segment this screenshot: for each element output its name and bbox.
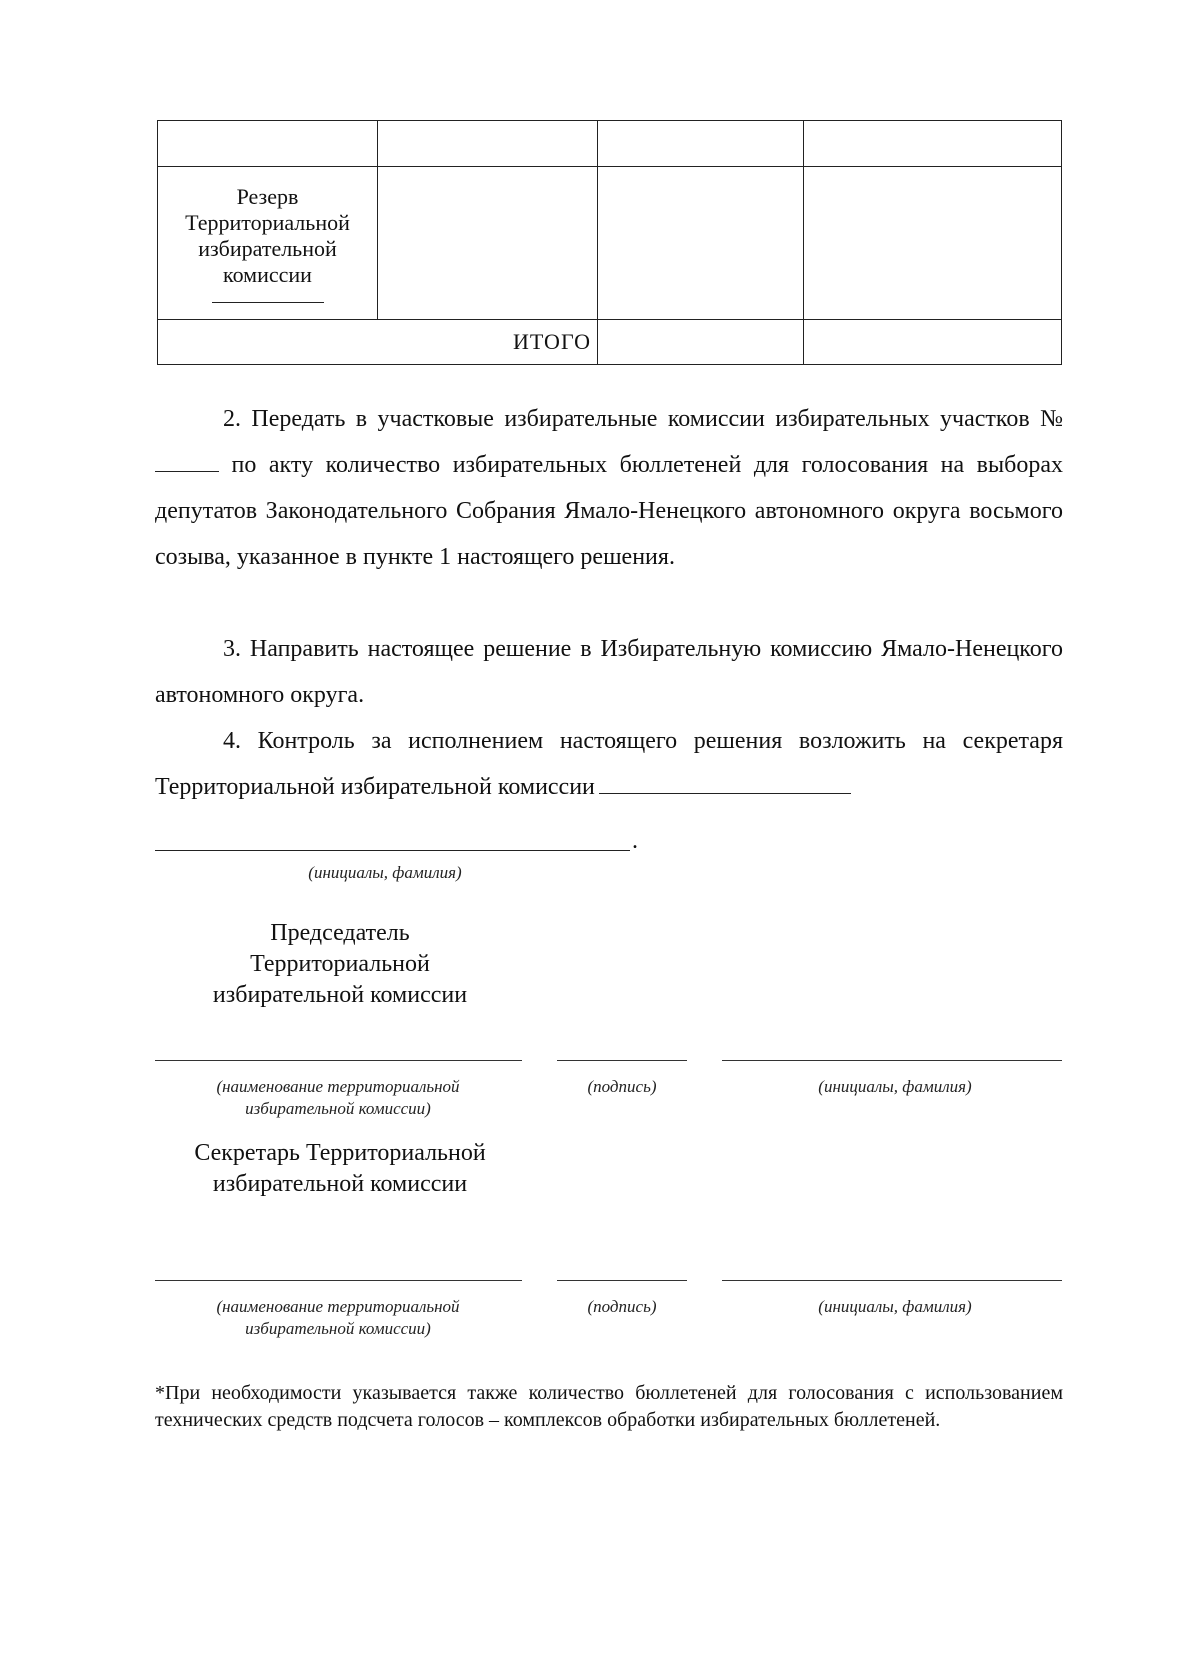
- chairman-caption-commission: (наименование территориальной избирательной комиссии): [216, 1077, 460, 1118]
- secretary-caption-initials: (инициалы, фамилия): [818, 1297, 972, 1316]
- precinct-number-blank: [155, 449, 219, 472]
- table-cell: [598, 121, 804, 167]
- chairman-caption-initials: (инициалы, фамилия): [818, 1077, 972, 1096]
- paragraph-2-part1: 2. Передать в участковые избирательные комиссии избирательных участков №: [223, 406, 1063, 432]
- paragraph-4: [155, 718, 1063, 810]
- table-cell: [158, 121, 378, 167]
- table-row-total: [158, 320, 1062, 365]
- table-cell: [804, 121, 1062, 167]
- secretary-name-blank: [599, 771, 851, 794]
- paragraph-2-part2: по акту количество избирательных бюллетеней для голосования на выборах депутатов Законодательного Собрания Ямало-Ненецкого автономного округа восьмого созыва, указанное в пункте 1 настоящего решения.: [155, 452, 1064, 570]
- table-cell: [378, 167, 598, 320]
- chairman-caption-signature: (подпись): [587, 1077, 657, 1096]
- secretary-caption-signature: (подпись): [587, 1297, 657, 1316]
- distribution-table: [157, 120, 1062, 365]
- secretary-caption-commission: (наименование территориальной избирательной комиссии): [216, 1297, 460, 1338]
- secretary-initials-line: [722, 1280, 1062, 1281]
- total-label: ИТОГО: [158, 320, 598, 365]
- secretary-name-line: [155, 850, 630, 851]
- reserve-label: Резерв Территориальной избирательной комиссии: [185, 183, 350, 287]
- table-cell: [378, 121, 598, 167]
- caption-initials-surname: (инициалы, фамилия): [308, 863, 462, 882]
- table-cell: [804, 320, 1062, 365]
- secretary-title: Секретарь Территориальной избирательной комиссии: [194, 1140, 486, 1197]
- reserve-underline: [212, 302, 324, 303]
- paragraph-3: [155, 626, 1063, 718]
- footnote: *При необходимости указывается также количество бюллетеней для голосования с использованием технических средств подсчета голосов – комплексов обработки избирательных бюллетеней.: [155, 1382, 1063, 1431]
- paragraph-2: [155, 396, 1063, 580]
- paragraph-4-period: .: [632, 828, 638, 854]
- table-cell: [598, 320, 804, 365]
- secretary-commission-line: [155, 1280, 522, 1281]
- reserve-cell: [158, 167, 378, 320]
- chairman-signature-line: [557, 1060, 687, 1061]
- chairman-commission-line: [155, 1060, 522, 1061]
- table-cell: [598, 167, 804, 320]
- paragraph-3-text: 3. Направить настоящее решение в Избирательную комиссию Ямало-Ненецкого автономного округа.: [155, 636, 1063, 708]
- chairman-initials-line: [722, 1060, 1062, 1061]
- table-row-reserve: [158, 167, 1062, 320]
- chairman-title: Председатель Территориальной избирательной комиссии: [212, 920, 468, 1008]
- table-cell: [804, 167, 1062, 320]
- paragraph-4-text: 4. Контроль за исполнением настоящего решения возложить на секретаря Территориальной избирательной комиссии: [155, 728, 1063, 800]
- secretary-signature-line: [557, 1280, 687, 1281]
- table-row: [158, 121, 1062, 167]
